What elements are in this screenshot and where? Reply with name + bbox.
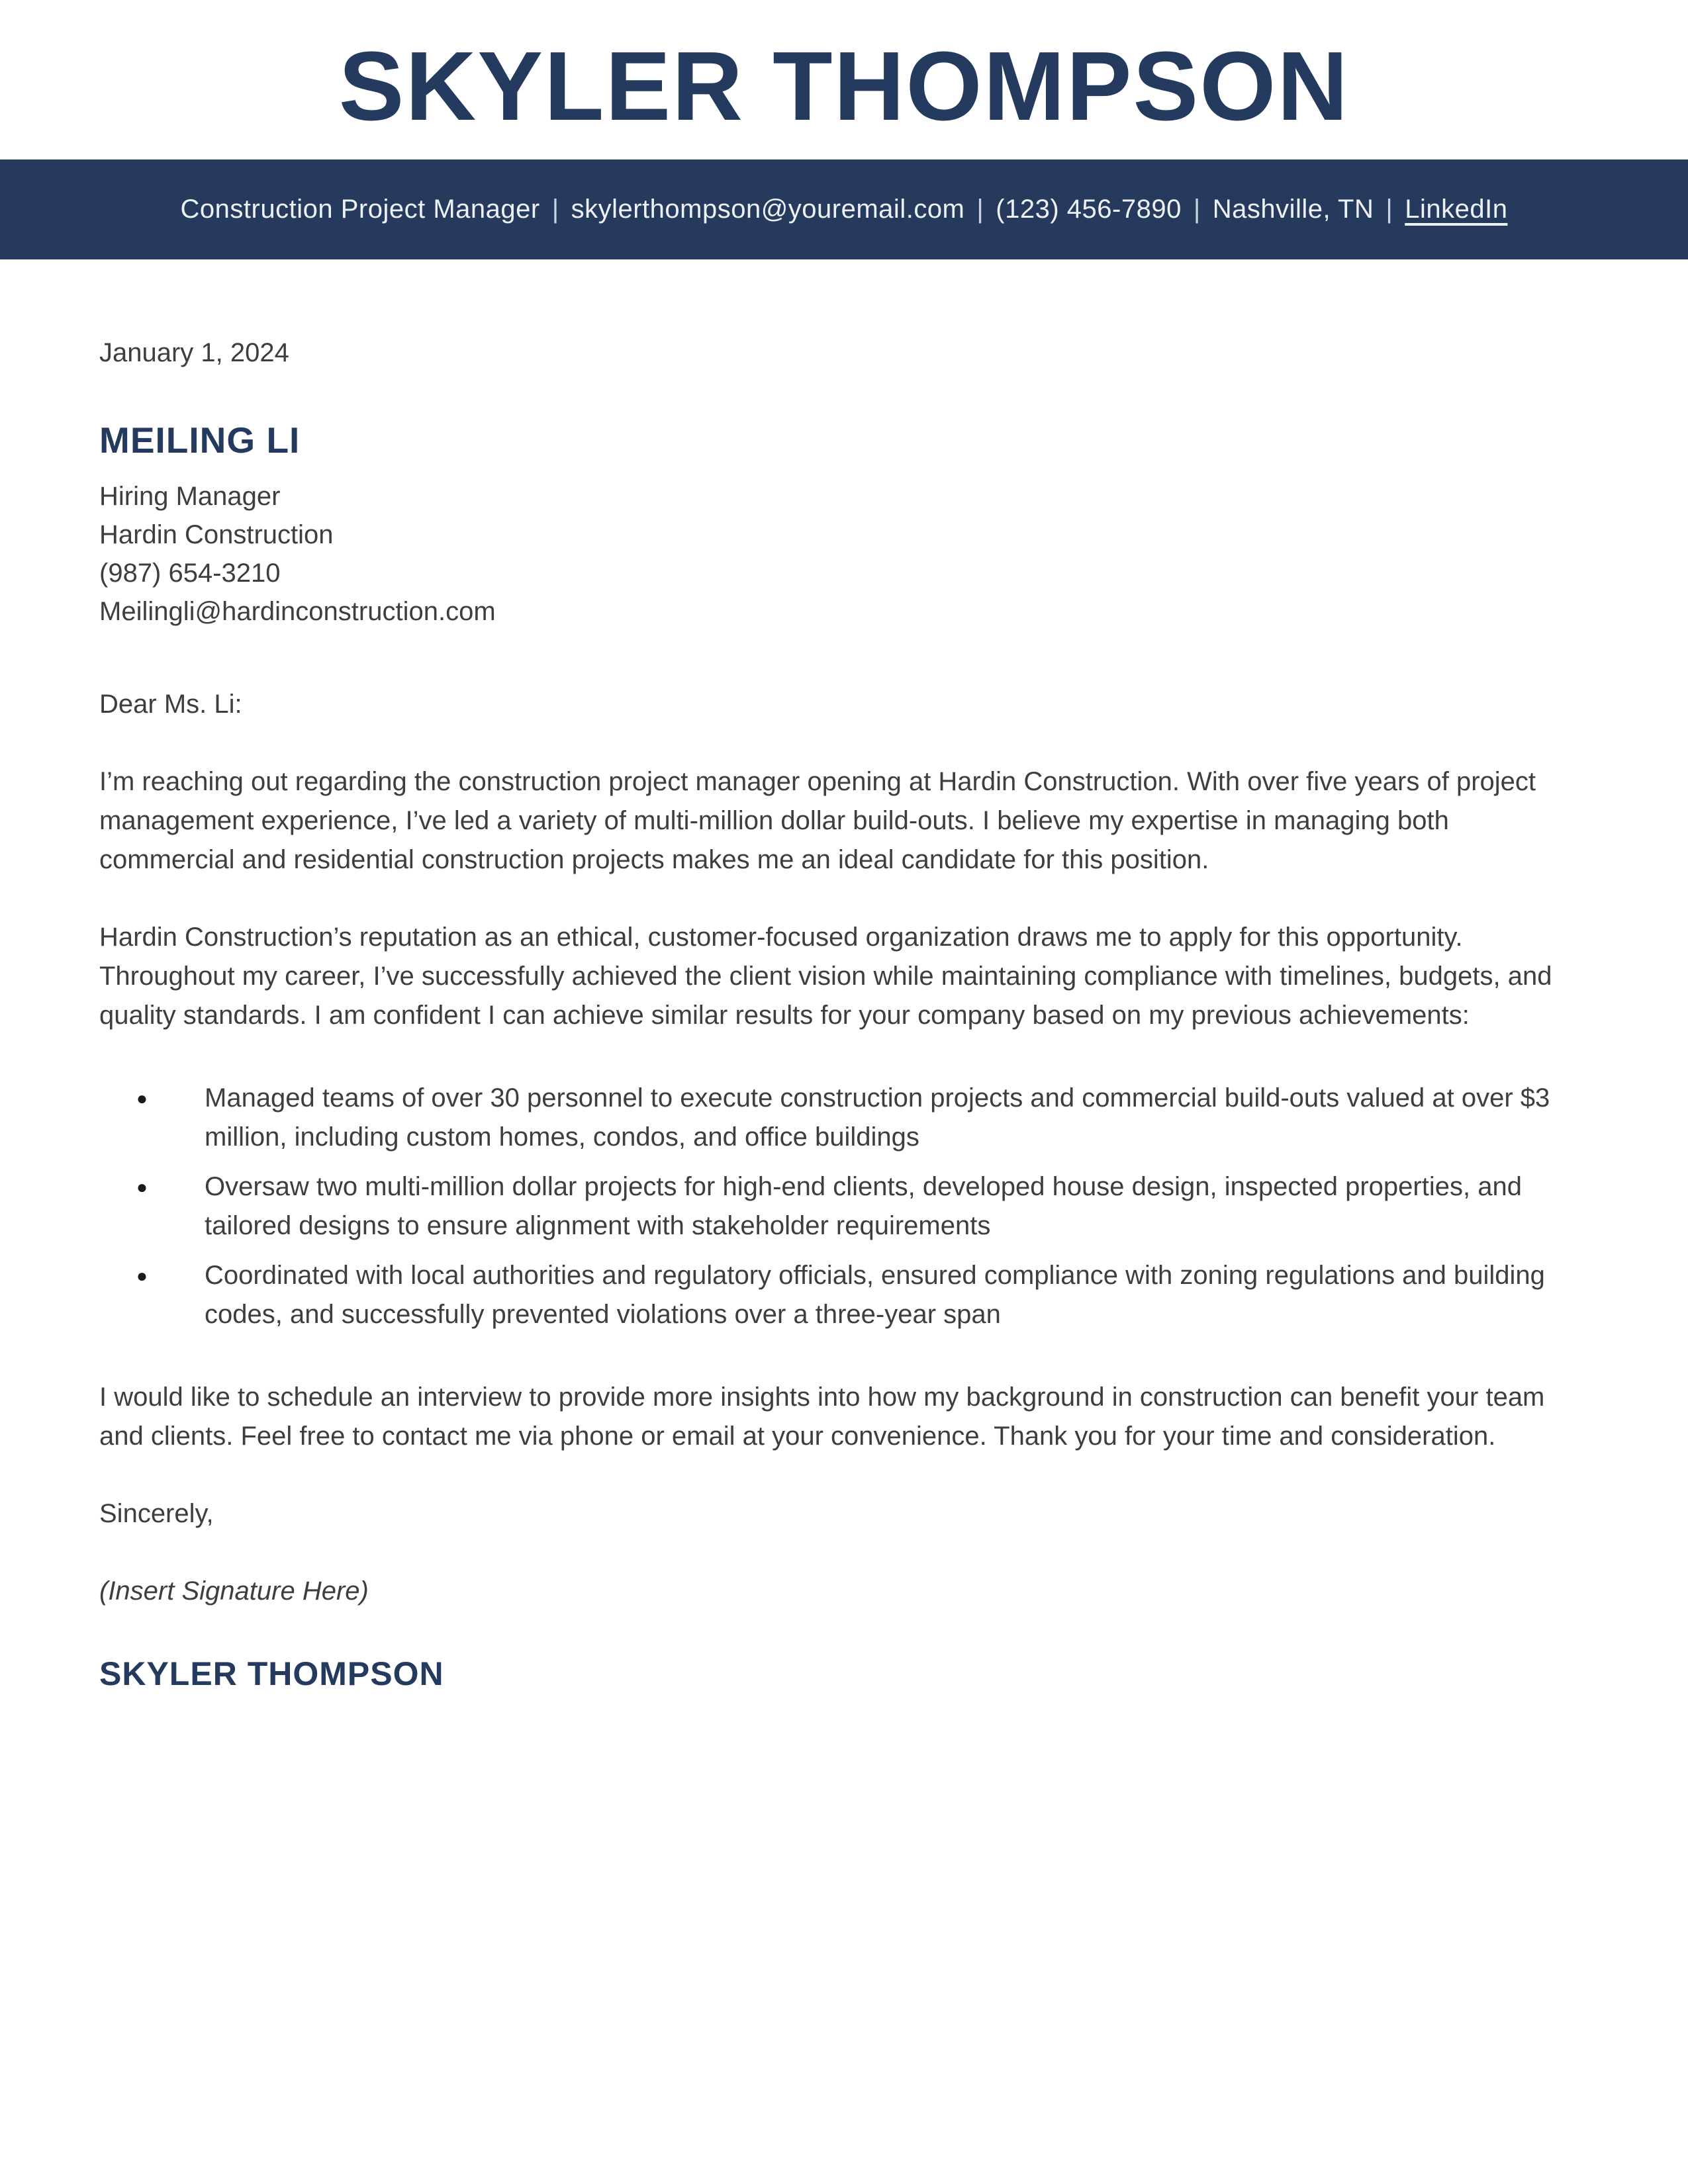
list-item: [99, 1256, 1589, 1334]
recipient-company: Hardin Construction: [99, 520, 334, 550]
contact-separator: |: [1193, 194, 1201, 224]
list-item: [99, 1079, 1589, 1157]
letter-date: January 1, 2024: [99, 338, 289, 367]
contact-role: Construction Project Manager: [180, 194, 540, 224]
bullet-icon: ●: [136, 1265, 148, 1287]
list-item-text: Coordinated with local authorities and regulatory officials, ensured compliance with zoning regulations and building codes, and successfully prevented violations over a three-year span: [205, 1261, 1545, 1330]
recipient-block: [99, 477, 1589, 631]
letter-body: [0, 334, 1688, 1693]
contact-separator: |: [1385, 194, 1393, 224]
recipient-phone: (987) 654-3210: [99, 559, 281, 588]
list-item-text: Oversaw two multi-million dollar projects for high-end clients, developed house design, inspected properties, and tailored designs to ensure alignment with stakeholder requirements: [205, 1172, 1522, 1241]
signature-name: SKYLER THOMPSON: [99, 1655, 444, 1693]
contact-location: Nashville, TN: [1212, 194, 1374, 224]
bullet-icon: ●: [136, 1177, 148, 1198]
recipient-title: Hiring Manager: [99, 482, 281, 512]
valediction: Sincerely,: [99, 1499, 214, 1529]
contact-separator: |: [976, 194, 984, 224]
list-item: [99, 1167, 1589, 1246]
achievement-list: [99, 1079, 1589, 1334]
body-paragraph-1: I’m reaching out regarding the construction project manager opening at Hardin Construction. With over five years of project management experience, I’ve led a variety of multi-million dollar build-outs. I believe my expertise in managing both commercial and residential construction projects makes me an ideal candidate for this position.: [99, 767, 1536, 875]
list-item-text: Managed teams of over 30 personnel to execute construction projects and commercial build-outs valued at over $3 million, including custom homes, condos, and office buildings: [205, 1083, 1550, 1152]
contact-email: skylerthompson@youremail.com: [571, 194, 965, 224]
recipient-name: MEILING LI: [99, 419, 301, 461]
signature-placeholder: (Insert Signature Here): [99, 1576, 369, 1606]
contact-phone: (123) 456-7890: [996, 194, 1182, 224]
body-paragraph-2: Hardin Construction’s reputation as an ethical, customer-focused organization draws me to apply for this opportunity. Throughout my career, I’ve successfully achieved the client vision while maintaining compliance with timelines, budgets, and quality standards. I am confident I can achieve similar results for your company based on my previous achievements:: [99, 923, 1552, 1030]
salutation: Dear Ms. Li:: [99, 690, 242, 719]
bullet-icon: ●: [136, 1088, 148, 1109]
candidate-name-heading: SKYLER THOMPSON: [338, 32, 1350, 141]
contact-separator: |: [551, 194, 559, 224]
letter-header: [0, 0, 1688, 141]
closing-paragraph: I would like to schedule an interview to provide more insights into how my background in construction can benefit your team and clients. Feel free to contact me via phone or email at your convenience. Thank you for your time and consideration.: [99, 1383, 1545, 1451]
contact-bar: [0, 159, 1688, 259]
linkedin-link[interactable]: LinkedIn: [1405, 194, 1508, 224]
recipient-email: Meilingli@hardinconstruction.com: [99, 597, 496, 627]
